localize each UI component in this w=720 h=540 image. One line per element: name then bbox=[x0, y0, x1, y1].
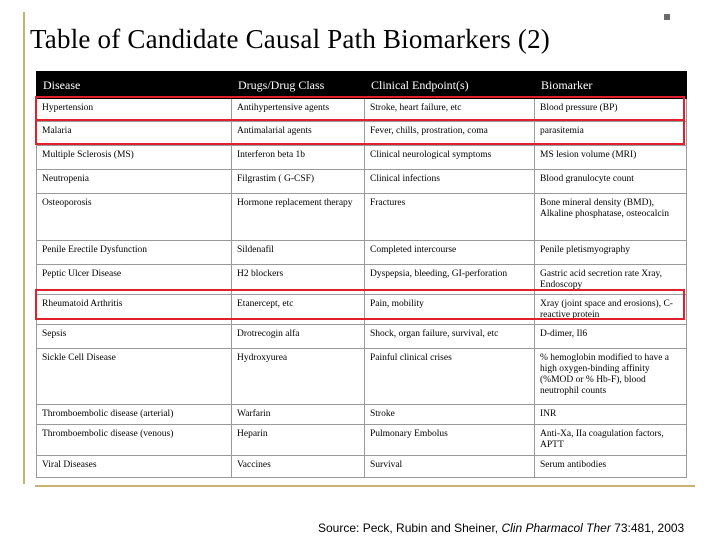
decorative-vertical-rule bbox=[23, 12, 25, 484]
table-row bbox=[37, 170, 687, 194]
cell-disease: Sepsis bbox=[37, 325, 232, 349]
cell-drug: Hormone replacement therapy bbox=[232, 194, 365, 241]
table-row bbox=[37, 146, 687, 170]
table-row bbox=[37, 295, 687, 325]
cell-disease: Hypertension bbox=[37, 99, 232, 122]
cell-biomarker: D-dimer, Il6 bbox=[535, 325, 687, 349]
cell-drug: Filgrastim ( G-CSF) bbox=[232, 170, 365, 194]
cell-drug: Etanercept, etc bbox=[232, 295, 365, 325]
cell-drug: Vaccines bbox=[232, 456, 365, 478]
cell-drug: Antimalarial agents bbox=[232, 122, 365, 146]
cell-disease: Sickle Cell Disease bbox=[37, 349, 232, 405]
table-row bbox=[37, 349, 687, 405]
table-row bbox=[37, 99, 687, 122]
cell-endpoint: Clinical infections bbox=[365, 170, 535, 194]
decorative-square bbox=[664, 14, 670, 20]
cell-drug: Sildenafil bbox=[232, 241, 365, 265]
table-row bbox=[37, 194, 687, 241]
table-row bbox=[37, 265, 687, 295]
cell-endpoint: Dyspepsia, bleeding, GI-perforation bbox=[365, 265, 535, 295]
cell-endpoint: Stroke, heart failure, etc bbox=[365, 99, 535, 122]
cell-disease: Peptic Ulcer Disease bbox=[37, 265, 232, 295]
source-prefix: Source: Peck, Rubin and Sheiner, bbox=[318, 521, 502, 535]
cell-drug: Interferon beta 1b bbox=[232, 146, 365, 170]
table-header-row bbox=[37, 72, 687, 99]
cell-biomarker: Penile pletismyography bbox=[535, 241, 687, 265]
table-row bbox=[37, 122, 687, 146]
cell-disease: Viral Diseases bbox=[37, 456, 232, 478]
cell-endpoint: Pulmonary Embolus bbox=[365, 425, 535, 456]
cell-endpoint: Shock, organ failure, survival, etc bbox=[365, 325, 535, 349]
cell-biomarker: Anti-Xa, IIa coagulation factors, APTT bbox=[535, 425, 687, 456]
cell-drug: Warfarin bbox=[232, 405, 365, 425]
cell-endpoint: Fractures bbox=[365, 194, 535, 241]
cell-disease: Thromboembolic disease (arterial) bbox=[37, 405, 232, 425]
cell-endpoint: Completed intercourse bbox=[365, 241, 535, 265]
cell-drug: H2 blockers bbox=[232, 265, 365, 295]
header-disease: Disease bbox=[37, 72, 232, 99]
decorative-horizontal-rule bbox=[35, 485, 695, 487]
cell-biomarker: Serum antibodies bbox=[535, 456, 687, 478]
cell-biomarker: MS lesion volume (MRI) bbox=[535, 146, 687, 170]
cell-drug: Drotrecogin alfa bbox=[232, 325, 365, 349]
cell-endpoint: Clinical neurological symptoms bbox=[365, 146, 535, 170]
cell-disease: Malaria bbox=[37, 122, 232, 146]
cell-biomarker: INR bbox=[535, 405, 687, 425]
cell-disease: Rheumatoid Arthritis bbox=[37, 295, 232, 325]
cell-endpoint: Fever, chills, prostration, coma bbox=[365, 122, 535, 146]
cell-biomarker: Bone mineral density (BMD), Alkaline phosphatase, osteocalcin bbox=[535, 194, 687, 241]
source-volume-year: 73:481, 2003 bbox=[610, 521, 685, 535]
cell-disease: Thromboembolic disease (venous) bbox=[37, 425, 232, 456]
table-row bbox=[37, 425, 687, 456]
source-journal: Clin Pharmacol Ther bbox=[501, 521, 611, 535]
cell-disease: Osteoporosis bbox=[37, 194, 232, 241]
table-row bbox=[37, 241, 687, 265]
cell-endpoint: Painful clinical crises bbox=[365, 349, 535, 405]
cell-drug: Heparin bbox=[232, 425, 365, 456]
cell-endpoint: Pain, mobility bbox=[365, 295, 535, 325]
cell-disease: Neutropenia bbox=[37, 170, 232, 194]
cell-drug: Antihypertensive agents bbox=[232, 99, 365, 122]
header-clinical-endpoint: Clinical Endpoint(s) bbox=[365, 72, 535, 99]
header-biomarker: Biomarker bbox=[535, 72, 687, 99]
cell-disease: Multiple Sclerosis (MS) bbox=[37, 146, 232, 170]
cell-biomarker: Blood pressure (BP) bbox=[535, 99, 687, 122]
cell-biomarker: Blood granulocyte count bbox=[535, 170, 687, 194]
cell-biomarker: parasitemia bbox=[535, 122, 687, 146]
cell-biomarker: Gastric acid secretion rate Xray, Endoscopy bbox=[535, 265, 687, 295]
cell-biomarker: Xray (joint space and erosions), C-reactive protein bbox=[535, 295, 687, 325]
slide-title: Table of Candidate Causal Path Biomarkers (2) bbox=[30, 24, 550, 54]
cell-endpoint: Stroke bbox=[365, 405, 535, 425]
cell-endpoint: Survival bbox=[365, 456, 535, 478]
table-row bbox=[37, 325, 687, 349]
header-drug-class: Drugs/Drug Class bbox=[232, 72, 365, 99]
source-citation bbox=[318, 521, 684, 535]
biomarker-table bbox=[36, 71, 687, 478]
cell-biomarker: % hemoglobin modified to have a high oxygen-binding affinity (%MOD or % Hb-F), blood neutrophil counts bbox=[535, 349, 687, 405]
cell-disease: Penile Erectile Dysfunction bbox=[37, 241, 232, 265]
cell-drug: Hydroxyurea bbox=[232, 349, 365, 405]
table-row bbox=[37, 405, 687, 425]
table-row bbox=[37, 456, 687, 478]
